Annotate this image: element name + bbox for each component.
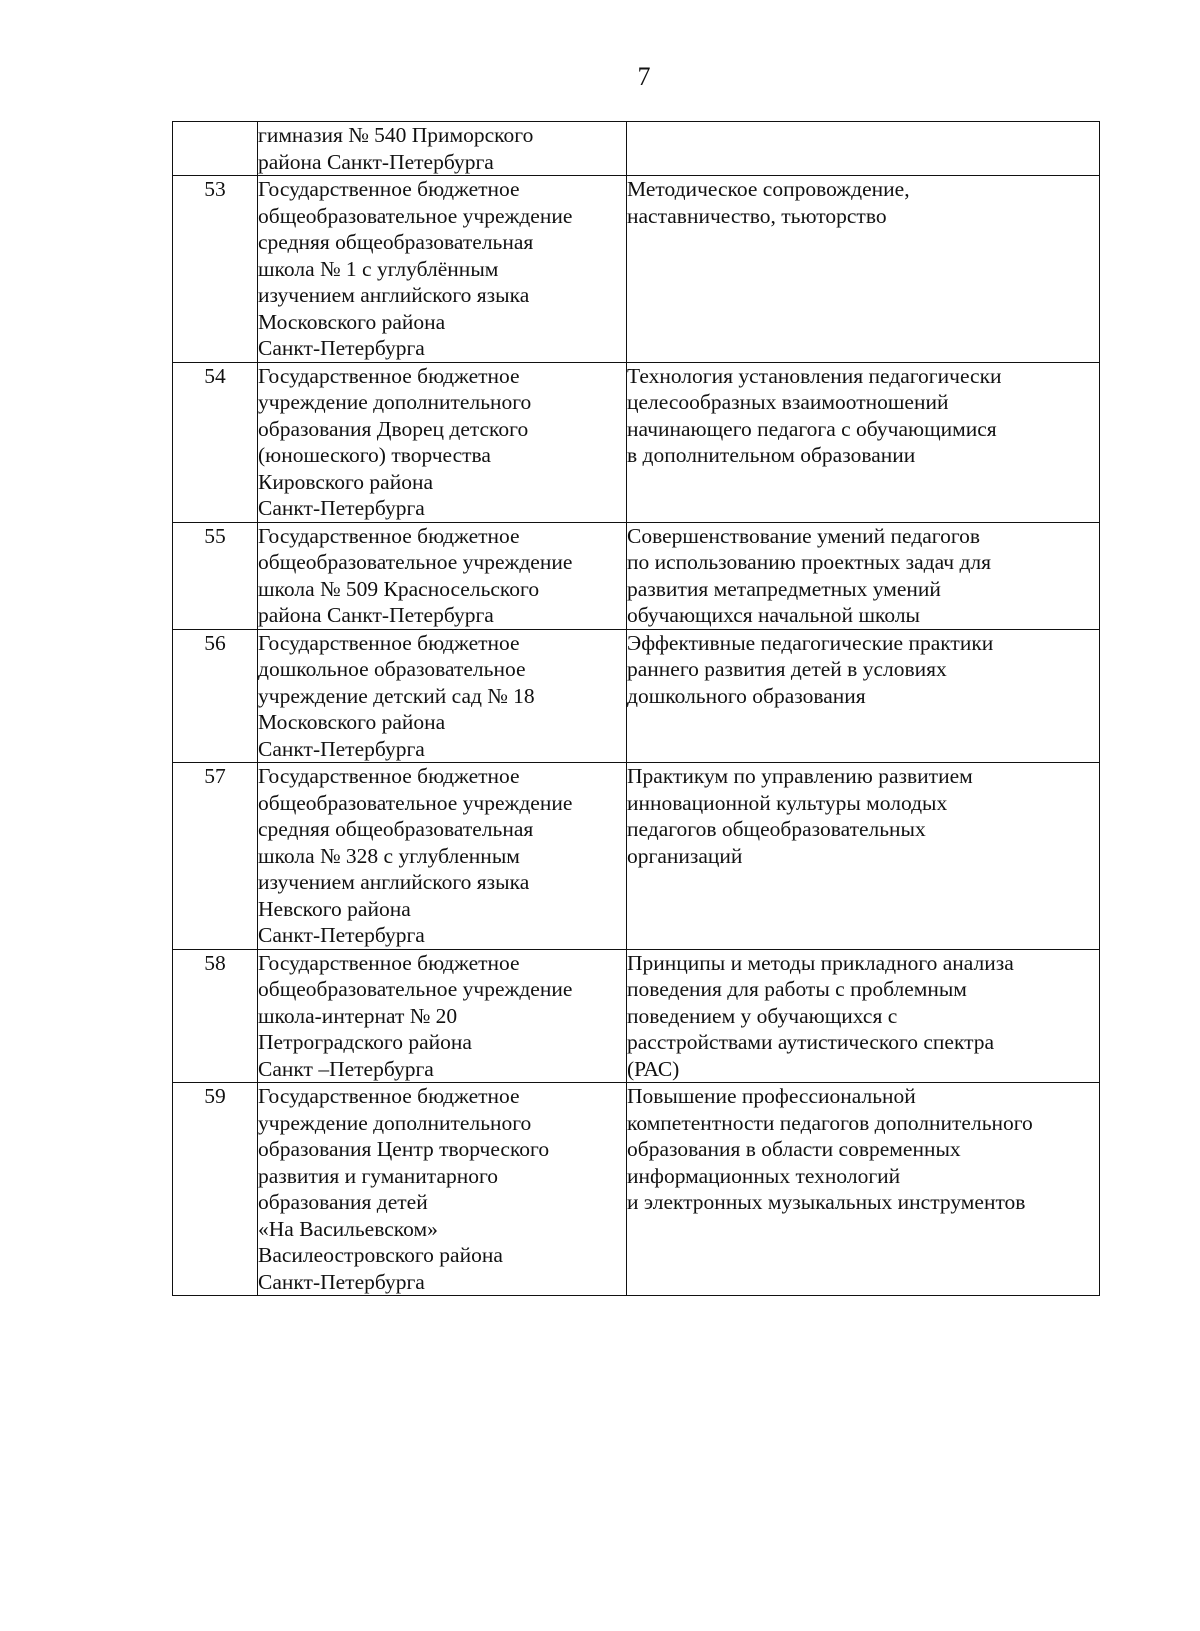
institution-line: Санкт –Петербурга (258, 1056, 434, 1081)
institution-line: учреждение детский сад № 18 (258, 683, 535, 708)
row-number-cell: 57 (173, 763, 258, 950)
institution-cell (258, 362, 627, 522)
topic-line: (РАС) (627, 1056, 680, 1081)
institution-line: общеобразовательное учреждение (258, 550, 573, 574)
institution-line: Московского района (258, 309, 446, 334)
topic-line: Технология установления педагогически (627, 363, 1002, 388)
topic-cell (627, 763, 1100, 950)
table-row (173, 522, 1100, 629)
institution-line: Невского района (258, 896, 411, 921)
institution-line: района Санкт-Петербурга (258, 149, 494, 174)
topic-cell (627, 629, 1100, 763)
topic-cell (627, 949, 1100, 1083)
institution-line: развития и гуманитарного (258, 1163, 499, 1188)
topic-line: организаций (627, 843, 743, 868)
institution-line: Санкт-Петербурга (258, 736, 425, 761)
institution-cell (258, 1083, 627, 1296)
topic-line: педагогов общеобразовательных (627, 817, 926, 841)
topic-cell (627, 362, 1100, 522)
institution-line: «На Васильевском» (258, 1216, 438, 1241)
institution-line: средняя общеобразовательная (258, 230, 534, 254)
institutions-table-body (173, 122, 1100, 1296)
topic-line: информационных технологий (627, 1163, 901, 1188)
topic-line: Эффективные педагогические практики (627, 630, 994, 655)
institution-line: школа № 1 с углублённым (258, 256, 499, 281)
institution-line: школа № 509 Красносельского (258, 576, 540, 601)
topic-line: по использованию проектных задач для (627, 550, 992, 574)
institution-line: образования детей (258, 1190, 428, 1214)
table-row (173, 122, 1100, 176)
institution-cell (258, 629, 627, 763)
institution-cell (258, 522, 627, 629)
institution-line: образования Дворец детского (258, 416, 529, 441)
institution-line: общеобразовательное учреждение (258, 977, 573, 1001)
institution-line: Санкт-Петербурга (258, 496, 425, 520)
institution-cell (258, 949, 627, 1083)
topic-line: целесообразных взаимоотношений (627, 390, 949, 414)
row-number-cell: 54 (173, 362, 258, 522)
topic-line: дошкольного образования (627, 683, 866, 708)
institution-cell (258, 122, 627, 176)
topic-line: Принципы и методы прикладного анализа (627, 950, 1014, 975)
topic-line: поведения для работы с проблемным (627, 977, 967, 1001)
topic-line: Повышение профессиональной (627, 1084, 916, 1108)
topic-line: компетентности педагогов дополнительного (627, 1110, 1033, 1135)
topic-cell (627, 176, 1100, 363)
institution-line: учреждение дополнительного (258, 390, 532, 414)
topic-cell (627, 122, 1100, 176)
institution-line: Государственное бюджетное (258, 523, 520, 548)
topic-cell (627, 522, 1100, 629)
topic-line: в дополнительном образовании (627, 443, 916, 467)
institution-line: Государственное бюджетное (258, 630, 520, 655)
institution-cell (258, 763, 627, 950)
institution-line: школа № 328 с углубленным (258, 843, 520, 868)
table-row (173, 629, 1100, 763)
institution-line: Петроградского района (258, 1030, 472, 1054)
institution-line: Московского района (258, 710, 446, 734)
table-row (173, 362, 1100, 522)
topic-line: наставничество, тьюторство (627, 203, 887, 228)
institution-line: Кировского района (258, 469, 434, 494)
institutions-table (172, 121, 1100, 1296)
institution-line: Государственное бюджетное (258, 950, 520, 975)
institution-line: Государственное бюджетное (258, 177, 520, 201)
topic-line: и электронных музыкальных инструментов (627, 1190, 1026, 1214)
row-number-cell: 59 (173, 1083, 258, 1296)
institution-line: района Санкт-Петербурга (258, 603, 494, 627)
institution-line: изучением английского языка (258, 870, 530, 894)
table-row (173, 763, 1100, 950)
institution-line: изучением английского языка (258, 283, 530, 307)
row-number-cell (173, 122, 258, 176)
institution-line: учреждение дополнительного (258, 1110, 532, 1135)
institution-line: Санкт-Петербурга (258, 336, 425, 360)
institution-line: Санкт-Петербурга (258, 1269, 425, 1294)
topic-line: Методическое сопровождение, (627, 177, 910, 201)
table-row (173, 176, 1100, 363)
topic-line: Практикум по управлению развитием (627, 764, 973, 788)
topic-line: начинающего педагога с обучающимися (627, 416, 997, 441)
institution-cell (258, 176, 627, 363)
topic-line: образования в области современных (627, 1137, 961, 1161)
topic-cell (627, 1083, 1100, 1296)
institution-line: гимназия № 540 Приморского (258, 123, 534, 147)
institution-line: образования Центр творческого (258, 1137, 550, 1161)
topic-line: инновационной культуры молодых (627, 790, 948, 815)
institution-line: общеобразовательное учреждение (258, 203, 573, 228)
topic-line: развития метапредметных умений (627, 576, 941, 601)
topic-line: Совершенствование умений педагогов (627, 523, 981, 548)
topic-line: обучающихся начальной школы (627, 603, 920, 627)
table-row (173, 949, 1100, 1083)
institution-line: дошкольное образовательное (258, 657, 526, 681)
page-number: 7 (637, 62, 651, 91)
row-number-cell: 53 (173, 176, 258, 363)
table-row (173, 1083, 1100, 1296)
row-number-cell: 56 (173, 629, 258, 763)
institution-line: общеобразовательное учреждение (258, 790, 573, 815)
topic-line: раннего развития детей в условиях (627, 657, 947, 681)
institution-line: Государственное бюджетное (258, 1084, 520, 1108)
institution-line: средняя общеобразовательная (258, 817, 534, 841)
institution-line: Государственное бюджетное (258, 363, 520, 388)
institution-line: Санкт-Петербурга (258, 923, 425, 947)
institution-line: (юношеского) творчества (258, 443, 491, 467)
topic-line: расстройствами аутистического спектра (627, 1030, 995, 1054)
row-number-cell: 55 (173, 522, 258, 629)
institution-line: Государственное бюджетное (258, 764, 520, 788)
row-number-cell: 58 (173, 949, 258, 1083)
topic-line: поведением у обучающихся с (627, 1003, 898, 1028)
institution-line: школа-интернат № 20 (258, 1003, 458, 1028)
institution-line: Василеостровского района (258, 1243, 503, 1267)
